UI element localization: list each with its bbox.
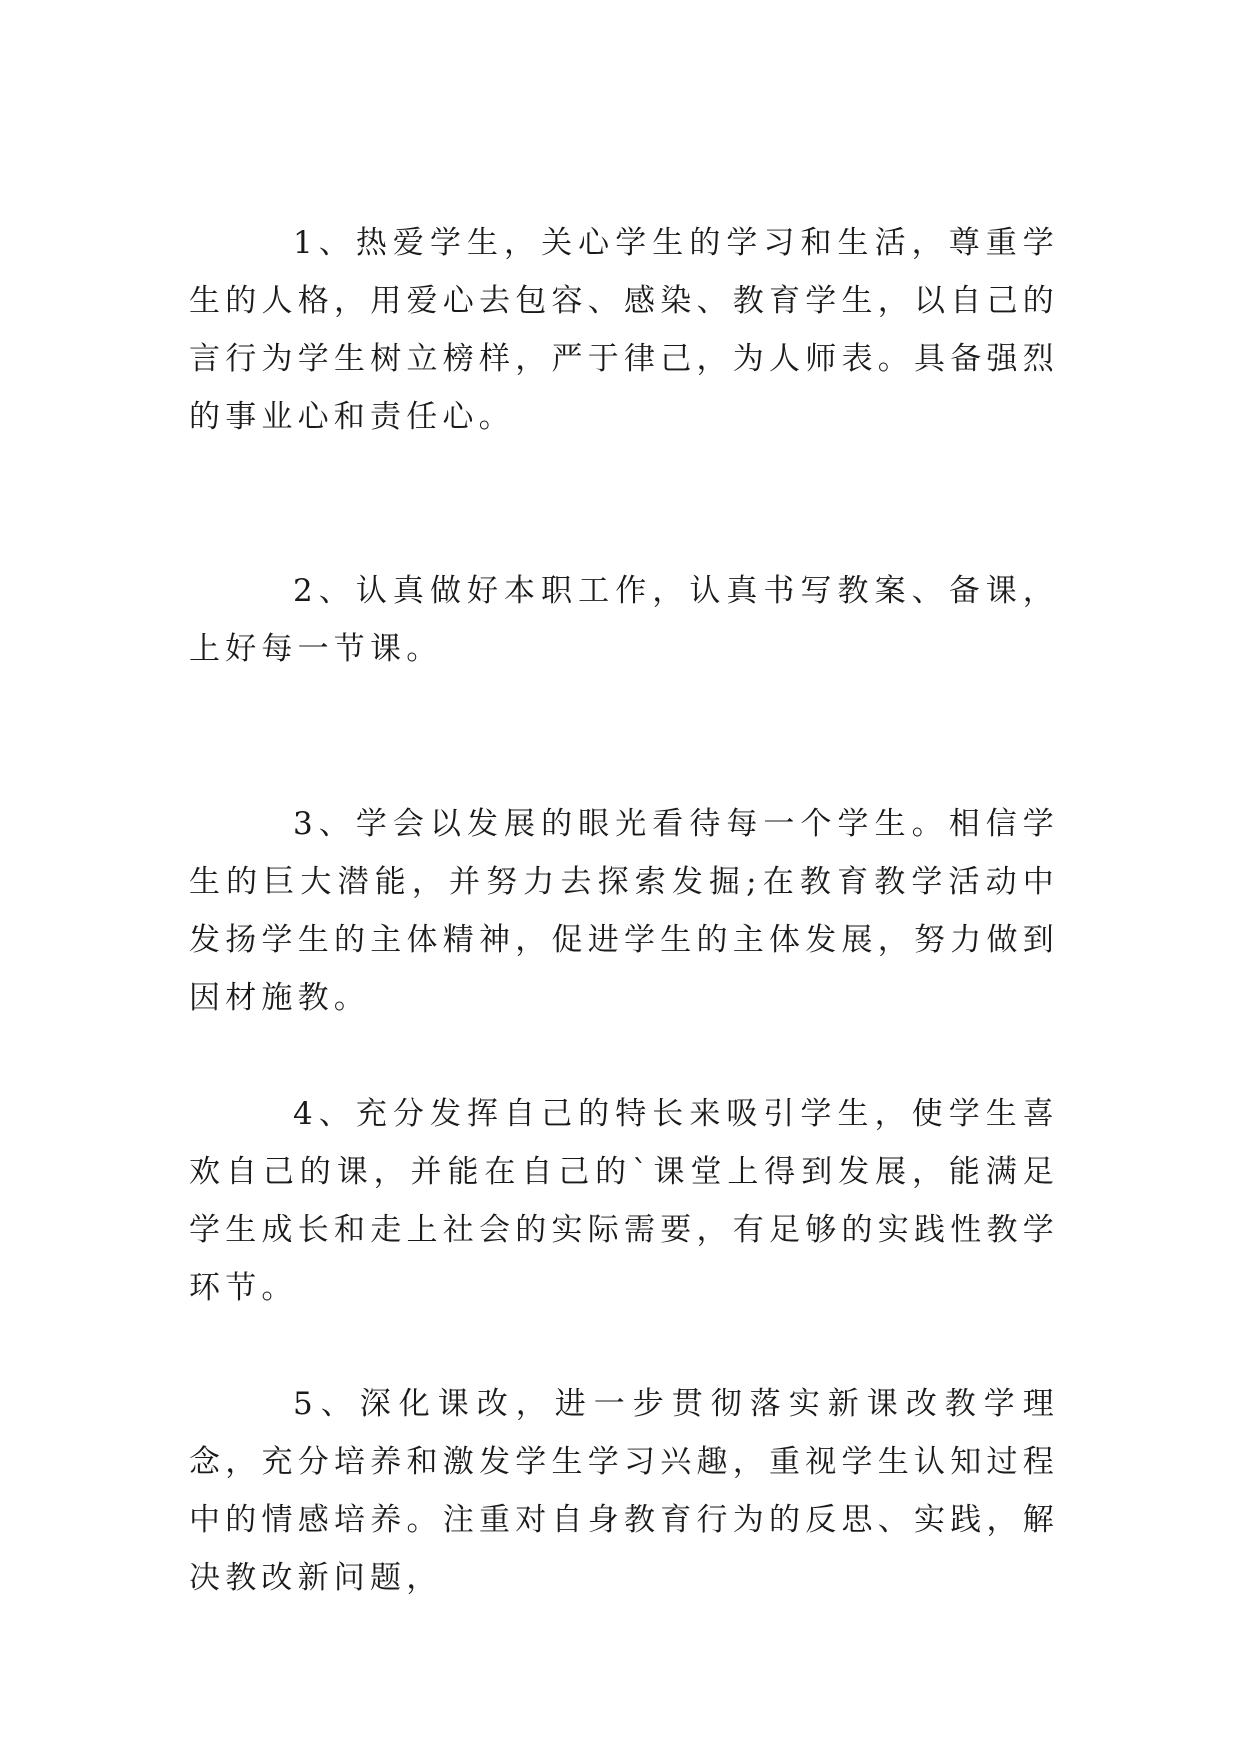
paragraph-4: 4、充分发挥自己的特长来吸引学生，使学生喜欢自己的课，并能在自己的`课堂上得到发展，能满足学生成长和走上社会的实际需要，有足够的实践性教学环节。 [189,1096,1059,1306]
paragraph-2: 2、认真做好本职工作，认真书写教案、备课，上好每一节课。 [189,573,1059,667]
paragraph-5: 5、深化课改，进一步贯彻落实新课改教学理念，充分培养和激发学生学习兴趣，重视学生认知过程中的情感培养。注重对自身教育行为的反思、实践，解决教改新问题， [189,1386,1059,1596]
paragraph-3: 3、学会以发展的眼光看待每一个学生。相信学生的巨大潜能，并努力去探索发掘;在教育教学活动中发扬学生的主体精神，促进学生的主体发展，努力做到因材施教。 [189,806,1059,1016]
paragraph-1: 1、热爱学生，关心学生的学习和生活，尊重学生的人格，用爱心去包容、感染、教育学生，以自己的言行为学生树立榜样，严于律己，为人师表。具备强烈的事业心和责任心。 [189,225,1059,435]
